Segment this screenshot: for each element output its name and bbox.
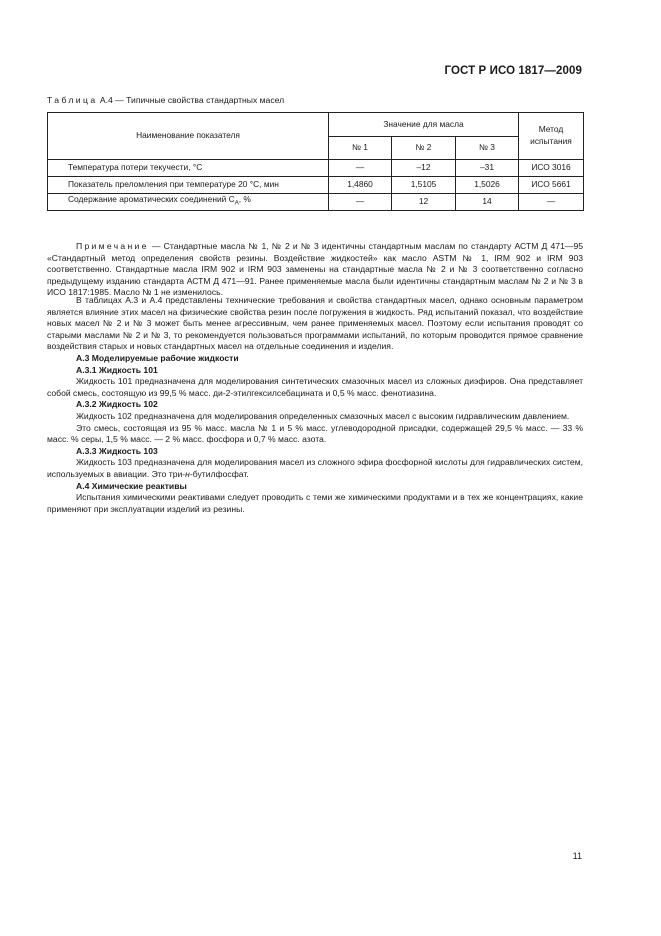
col-header-oil-3: № 3 xyxy=(456,137,519,160)
section-heading-a33: А.3.3 Жидкость 103 xyxy=(76,445,158,456)
note-label: Примечание xyxy=(76,241,149,251)
row-value-oil-2: 12 xyxy=(392,194,456,211)
section-heading-a4: А.4 Химические реактивы xyxy=(76,480,187,491)
section-heading-a31: А.3.1 Жидкость 101 xyxy=(76,364,158,375)
oil-properties-table xyxy=(47,112,584,211)
paragraph-a31: Жидкость 101 предназначена для моделирования синтетических смазочных масел из сложных диэфиров. Она представляет собой смесь, состоящую из 99,5 % масс. ди-2-этилгексилсебацината и 0,5 % масс. фенотиазина. xyxy=(47,376,583,398)
row-value-oil-2: –12 xyxy=(392,160,456,177)
row-value-oil-1: 1,4860 xyxy=(329,177,392,194)
row-method: — xyxy=(519,194,584,211)
section-heading-a32: А.3.2 Жидкость 102 xyxy=(76,399,158,410)
note-text: — Стандартные масла № 1, № 2 и № 3 идентичны стандартным маслам по стандарту АСТМ Д 471—95 «Стандартный метод определения свойств резины. Воздействие жидкостей» как масло ASTM № 1, IRM 902 и IRM 903 соответственно. Стандартные масла IRM 902 и IRM 903 заменены на стандартные масла № 2 и № 3 соответственно согласно предыдущему изданию стандарта АСТМ Д 471—91. Ранее применяемые масла были идентичны стандартным маслам № 2 и № 3 в ИСО 1817:1985. Масло № 1 не изменилось. xyxy=(47,241,583,298)
table-caption-label: Таблица xyxy=(47,95,98,105)
row-method: ИСО 5661 xyxy=(519,177,584,194)
row-method: ИСО 3016 xyxy=(519,160,584,177)
col-header-oil-1: № 1 xyxy=(329,137,392,160)
table-caption xyxy=(47,95,284,107)
section-heading-a3: А.3 Моделируемые рабочие жидкости xyxy=(76,352,239,363)
col-header-method: Метод испытания xyxy=(519,113,584,160)
row-name: Температура потери текучести, °С xyxy=(48,160,329,177)
row-value-oil-3: 14 xyxy=(456,194,519,211)
table-row xyxy=(48,194,584,211)
row-name: Показатель преломления при температуре 20 °С, мин xyxy=(48,177,329,194)
col-header-oil-2: № 2 xyxy=(392,137,456,160)
row-value-oil-3: 1,5026 xyxy=(456,177,519,194)
annex-body xyxy=(47,295,583,515)
table-row xyxy=(48,160,584,177)
col-header-name: Наименование показателя xyxy=(48,113,329,160)
row-value-oil-2: 1,5105 xyxy=(392,177,456,194)
table-note xyxy=(47,241,583,299)
paragraph-a32-2: Это смесь, состоящая из 95 % масс. масла № 1 и 5 % масс. углеводородной присадки, содержащей 29,5 % масс. — 33 % масс. % серы, 1,5 % масс. — 2 % масс. фосфора и 0,7 % масс. азота. xyxy=(47,422,583,445)
row-name-subscript: A xyxy=(234,200,239,207)
row-value-oil-1: — xyxy=(329,194,392,211)
col-header-value-group: Значение для масла xyxy=(329,113,519,137)
table-caption-title: А.4 — Типичные свойства стандартных масел xyxy=(97,95,285,105)
page-number: 11 xyxy=(572,851,582,861)
paragraph-a32-1: Жидкость 102 предназначена для моделирования определенных смазочных масел с высоким гидравлическим давлением. xyxy=(76,410,570,421)
row-value-oil-1: — xyxy=(329,160,392,177)
row-name-unit: , % xyxy=(238,194,251,204)
intro-paragraph: В таблицах А.3 и А.4 представлены технические требования и свойства стандартных масел, однако основным параметром является влияние этих масел на физические свойства резин после погружения в жидкость. Ряд испытаний показал, что воздействие новых масел № 2 и № 3 может быть менее агрессивным, чем ранее применяемых масел. Поэтому если испытания проводят со старыми маслами № 2 и № 3, то рекомендуется пользоваться программами испытаний, по которым проводится прямое сравнение воздействия старых и новых стандартных масел на отдельные соединения и изделия. xyxy=(47,295,583,352)
document-id: ГОСТ Р ИСО 1817—2009 xyxy=(444,65,582,77)
paragraph-a33: Жидкость 103 предназначена для моделирования масел из сложного эфира фосфорной кислоты для гидравлических систем, используемых в авиации. Это три-н-бутилфосфат. xyxy=(47,457,583,479)
table-header-row xyxy=(48,113,584,137)
row-name-text: Содержание ароматических соединений C xyxy=(68,194,235,204)
paragraph-a4: Испытания химическими реактивами следует проводить с теми же химическими продуктами и в тех же концентрациях, какие применяют при эксплуатации изделий из резины. xyxy=(47,492,583,514)
row-value-oil-3: –31 xyxy=(456,160,519,177)
row-name xyxy=(48,194,329,211)
table-row xyxy=(48,177,584,194)
